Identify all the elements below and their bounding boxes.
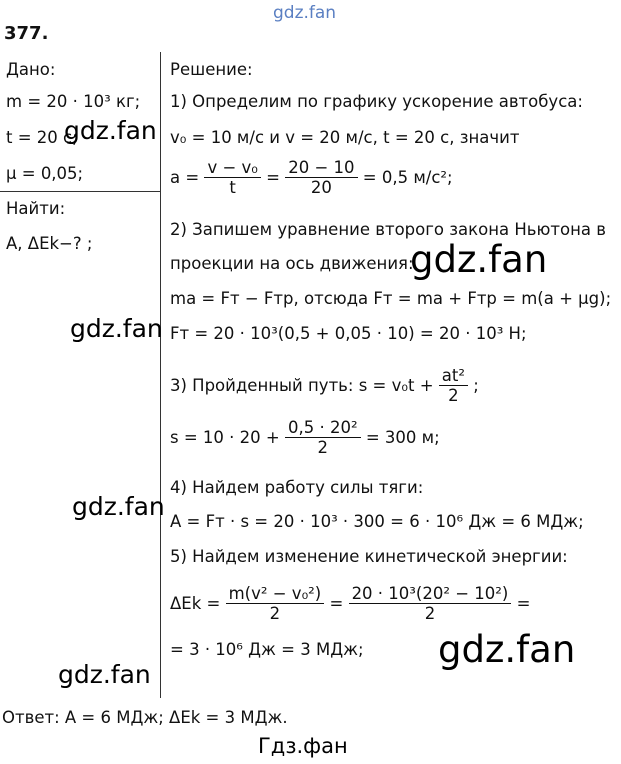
given-time: t = 20 с;	[6, 128, 78, 147]
divider-horizontal	[0, 191, 160, 192]
step5-formula	[170, 584, 530, 623]
find-header: Найти:	[6, 199, 66, 218]
step3-num: at²	[439, 366, 468, 386]
step3-calc-res: = 300 м;	[365, 428, 440, 447]
step1-num2: 20 − 10	[285, 158, 357, 178]
step5-title: 5) Найдем изменение кинетической энергии:	[170, 547, 568, 566]
step1-eq: =	[266, 168, 280, 187]
watermark-2: gdz.fan	[410, 238, 548, 281]
step1-den1: t	[229, 178, 236, 197]
watermark-5: gdz.fan	[438, 628, 576, 671]
step2-title: 2) Запишем уравнение второго закона Ньютона в	[170, 220, 606, 239]
find-line: A, ΔEk−? ;	[6, 234, 93, 253]
step1-formula	[170, 158, 453, 197]
divider-vertical	[160, 52, 161, 698]
watermark-1: gdz.fan	[64, 116, 157, 145]
step5-lhs: ΔEk =	[170, 594, 221, 613]
step5-frac1	[226, 584, 325, 623]
given-mass: m = 20 · 10³ кг;	[6, 92, 141, 111]
step3-calc-den: 2	[317, 438, 329, 457]
given-header: Дано:	[6, 60, 56, 79]
step1-frac1	[204, 158, 260, 197]
step5-result: = 3 · 10⁶ Дж = 3 МДж;	[170, 640, 364, 659]
step3-title-row	[170, 366, 479, 405]
step1-den2: 20	[310, 178, 332, 197]
step3-end: ;	[473, 376, 479, 395]
step3-calc-lhs: s = 10 · 20 +	[170, 428, 280, 447]
step5-end: =	[516, 594, 531, 613]
step4-calc: A = Fт · s = 20 · 10³ · 300 = 6 · 10⁶ Дж = 6 МДж;	[170, 512, 584, 531]
step5-num2: 20 · 10³(20² − 10²)	[349, 584, 512, 604]
solution-header: Решение:	[170, 60, 253, 79]
step5-den1: 2	[269, 604, 281, 623]
problem-number: 377.	[4, 23, 49, 44]
watermark-6: gdz.fan	[58, 660, 151, 689]
step5-frac2	[349, 584, 512, 623]
step3-calc-frac	[285, 418, 361, 457]
step3-title: 3) Пройденный путь: s = v₀t +	[170, 376, 434, 395]
watermark-bottom: Гдз.фан	[258, 734, 348, 758]
step1-values: v₀ = 10 м/с и v = 20 м/с, t = 20 с, значит	[170, 128, 520, 147]
step5-eq: =	[329, 594, 344, 613]
step2-title2: проекции на ось движения:	[170, 254, 414, 273]
answer: Ответ: A = 6 МДж; ΔEk = 3 МДж.	[2, 708, 288, 727]
watermark-4: gdz.fan	[72, 492, 165, 521]
step4-title: 4) Найдем работу силы тяги:	[170, 478, 424, 497]
step1-result: = 0,5 м/с²;	[362, 168, 453, 187]
step3-frac	[439, 366, 468, 405]
watermark-top: gdz.fan	[273, 3, 337, 23]
step5-num1: m(v² − v₀²)	[226, 584, 325, 604]
step5-den2: 2	[424, 604, 436, 623]
given-mu: μ = 0,05;	[6, 164, 84, 183]
step1-frac2	[285, 158, 357, 197]
step2-formula: ma = Fт − Fтр, отсюда Fт = ma + Fтр = m(a + μg);	[170, 289, 612, 308]
step1-num1: v − v₀	[204, 158, 260, 178]
step3-den: 2	[448, 386, 459, 405]
step3-calc-num: 0,5 · 20²	[285, 418, 361, 438]
step3-calc-row	[170, 418, 440, 457]
step1-title: 1) Определим по графику ускорение автобуса:	[170, 92, 583, 111]
watermark-3: gdz.fan	[70, 314, 163, 343]
step1-a-lhs: a =	[170, 168, 200, 187]
step2-calc: Fт = 20 · 10³(0,5 + 0,05 · 10) = 20 · 10³ Н;	[170, 324, 527, 343]
